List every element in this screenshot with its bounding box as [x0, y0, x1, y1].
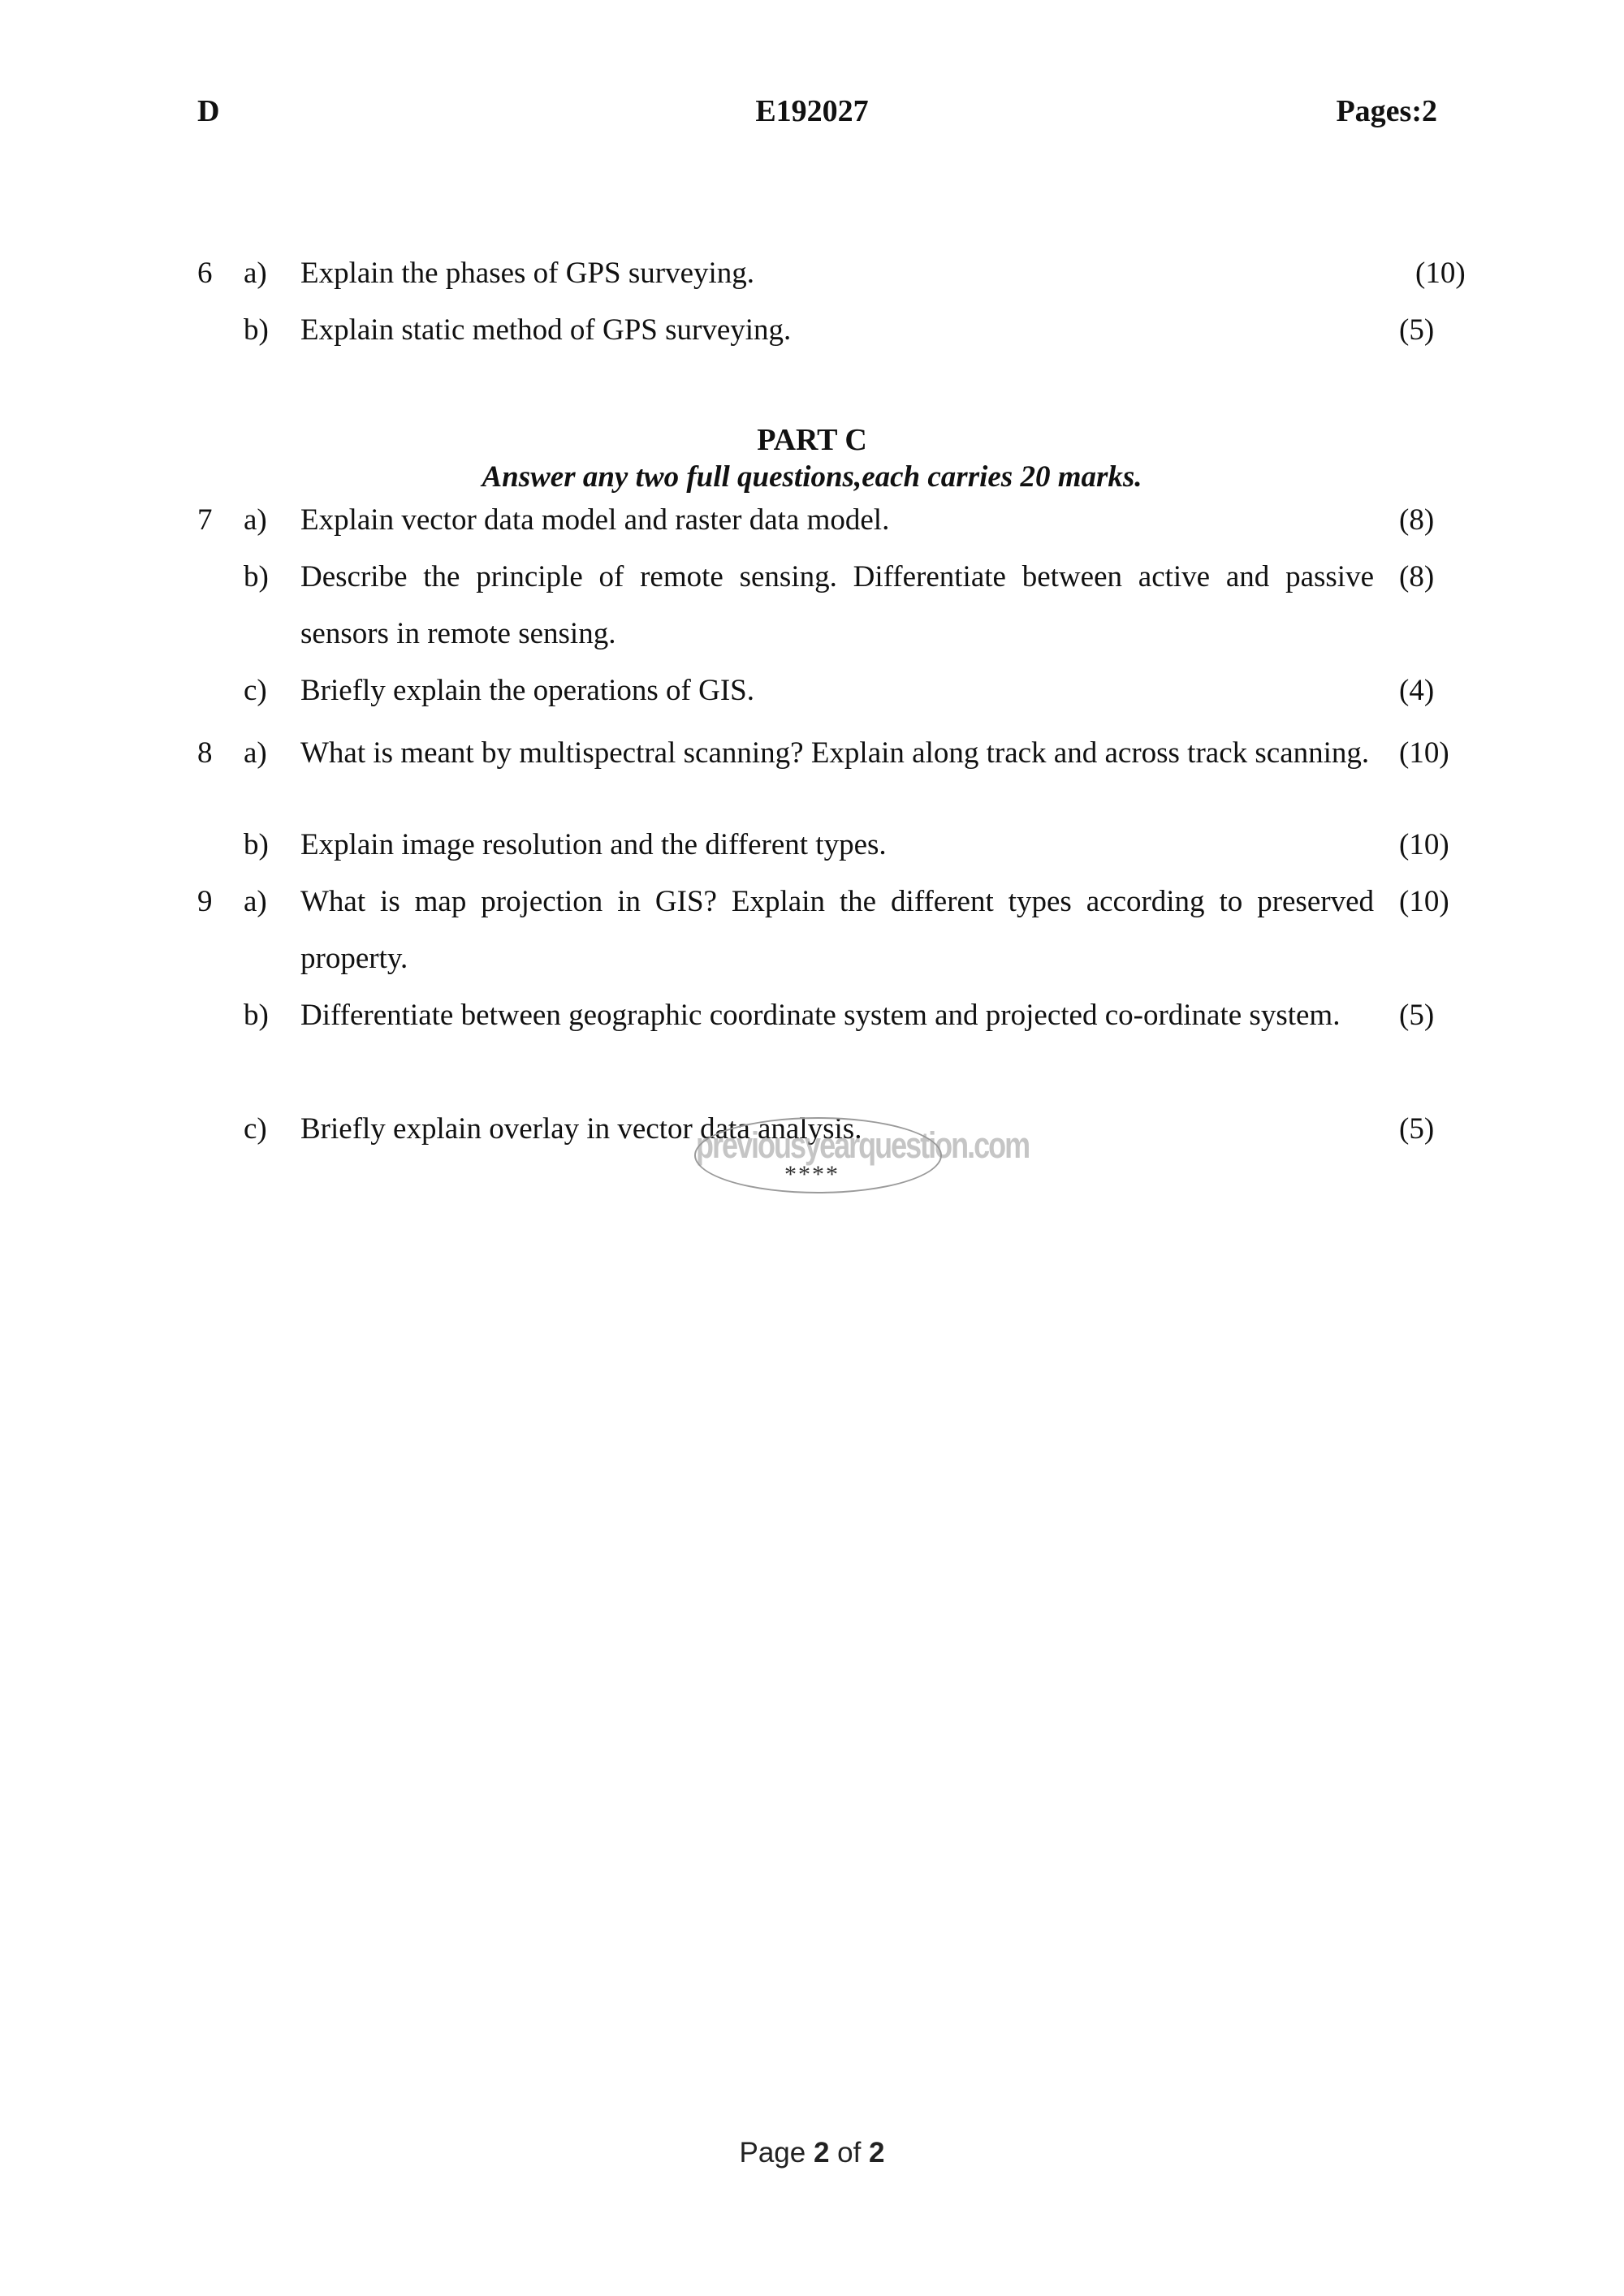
question-text: Explain image resolution and the different types. [300, 828, 887, 861]
question-number: 7 [197, 503, 213, 537]
question-marks: (10) [1399, 736, 1449, 770]
sub-question-label: a) [244, 885, 267, 918]
question-text: Explain vector data model and raster data model. [300, 503, 890, 537]
sub-question-label: c) [244, 1112, 267, 1146]
paper-set-code: D [197, 94, 220, 128]
question-text: Differentiate between geographic coordinate system and projected co-ordinate system. [300, 999, 1341, 1032]
question-text: Explain the phases of GPS surveying. [300, 257, 755, 290]
footer-current-page: 2 [813, 2137, 830, 2169]
question-marks: (10) [1399, 885, 1449, 918]
sub-question-label: c) [244, 674, 267, 707]
sub-question-label: b) [244, 828, 269, 861]
question-marks: (5) [1399, 313, 1435, 347]
question-marks: (8) [1399, 560, 1435, 593]
page-footer [0, 2137, 1624, 2169]
sub-question-label: b) [244, 313, 269, 347]
question-marks: (5) [1399, 1112, 1435, 1146]
part-instruction: Answer any two full questions,each carries 20 marks. [482, 460, 1142, 494]
question-number: 8 [197, 736, 213, 770]
question-marks: (4) [1399, 674, 1435, 707]
part-title: PART C [757, 423, 867, 457]
watermark-text: previousyearquestion.com [696, 1124, 1030, 1166]
footer-middle: of [829, 2137, 870, 2169]
question-text: Explain static method of GPS surveying. [300, 313, 792, 347]
question-number: 6 [197, 257, 213, 290]
question-marks: (10) [1399, 828, 1449, 861]
question-number: 9 [197, 885, 213, 918]
question-text: Briefly explain the operations of GIS. [300, 674, 754, 707]
footer-prefix: Page [739, 2137, 814, 2169]
question-text: Describe the principle of remote sensing. Differentiate between active and passive sensors in remote sensing. [300, 560, 1374, 650]
question-marks: (10) [1415, 257, 1466, 290]
sub-question-label: b) [244, 560, 269, 593]
question-marks: (8) [1399, 503, 1435, 537]
sub-question-label: a) [244, 503, 267, 537]
question-text: What is meant by multispectral scanning? Explain along track and across track scanning. [300, 736, 1370, 770]
exam-code: E192027 [755, 94, 869, 128]
question-marks: (5) [1399, 999, 1435, 1032]
end-of-paper-mark: **** [784, 1161, 840, 1188]
page-header [0, 93, 1624, 142]
footer-total-pages: 2 [869, 2137, 885, 2169]
sub-question-label: b) [244, 999, 269, 1032]
page-count: Pages:2 [1336, 94, 1437, 128]
question-text: What is map projection in GIS? Explain the different types according to preserved property. [300, 885, 1374, 975]
sub-question-label: a) [244, 257, 267, 290]
sub-question-label: a) [244, 736, 267, 770]
question-text: Briefly explain overlay in vector data analysis. [300, 1112, 862, 1146]
